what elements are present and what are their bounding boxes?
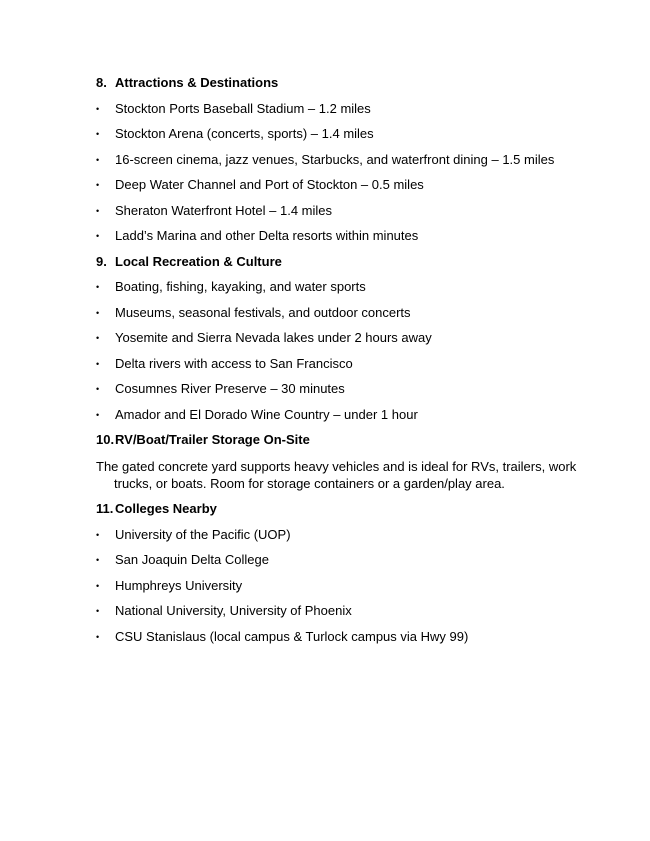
list-item-text: Delta rivers with access to San Francisco xyxy=(115,355,353,371)
list-item-text: National University, University of Phoenix xyxy=(115,603,352,618)
list-item xyxy=(96,356,566,372)
bullet-icon: • xyxy=(96,555,100,565)
bullet-icon: • xyxy=(96,606,100,616)
list-item-text: Boating, fishing, kayaking, and water sports xyxy=(115,279,366,294)
list-item xyxy=(96,407,566,423)
list-item-text: Stockton Arena (concerts, sports) – 1.4 miles xyxy=(115,126,374,141)
bullet-icon: • xyxy=(96,580,100,591)
section-heading-recreation xyxy=(96,254,566,270)
bullet-icon: • xyxy=(96,129,100,139)
list-item xyxy=(96,381,566,397)
bullet-icon: • xyxy=(96,409,100,420)
bullet-icon: • xyxy=(96,154,100,165)
section-title: Colleges Nearby xyxy=(115,501,217,516)
list-item-text: 16-screen cinema, jazz venues, Starbucks, and waterfront dining – 1.5 miles xyxy=(115,151,555,167)
bullet-icon: • xyxy=(96,307,100,318)
list-item xyxy=(96,603,566,619)
list-item xyxy=(96,578,566,594)
list-item xyxy=(96,527,566,543)
bullet-icon: • xyxy=(96,282,100,292)
section-number: 10. xyxy=(96,432,115,447)
list-item xyxy=(96,552,566,568)
list-item-text: CSU Stanislaus (local campus & Turlock campus via Hwy 99) xyxy=(115,628,469,644)
list-item xyxy=(96,203,566,219)
section-number: 9. xyxy=(96,253,107,269)
list-item xyxy=(96,330,566,346)
list-item xyxy=(96,305,566,321)
list-item xyxy=(96,126,566,142)
list-item-text: Amador and El Dorado Wine Country – under 1 hour xyxy=(115,406,418,422)
list-item-text: Sheraton Waterfront Hotel – 1.4 miles xyxy=(115,202,333,218)
bullet-icon: • xyxy=(96,384,100,394)
section-number: 11. xyxy=(96,501,114,516)
list-item xyxy=(96,101,566,117)
bullet-icon: • xyxy=(96,529,100,540)
list-item-text: Deep Water Channel and Port of Stockton – 0.5 miles xyxy=(115,177,424,192)
list-item xyxy=(96,177,566,193)
bullet-icon: • xyxy=(96,103,100,114)
bullet-icon: • xyxy=(96,333,100,343)
section-heading-attractions xyxy=(96,75,566,91)
list-item-text: Humphreys University xyxy=(115,577,243,593)
list-item-text: Stockton Ports Baseball Stadium – 1.2 miles xyxy=(115,100,371,116)
document-content xyxy=(96,75,577,654)
list-item-text: Cosumnes River Preserve – 30 minutes xyxy=(115,381,345,396)
list-item xyxy=(96,152,566,168)
section-heading-storage xyxy=(96,432,566,448)
section-title: Attractions & Destinations xyxy=(115,75,279,90)
list-item xyxy=(96,279,566,295)
section-number: 8. xyxy=(96,75,107,90)
list-item-text: Museums, seasonal festivals, and outdoor concerts xyxy=(115,304,411,320)
list-item-text: University of the Pacific (UOP) xyxy=(115,526,291,542)
list-item-text: San Joaquin Delta College xyxy=(115,552,269,567)
bullet-icon: • xyxy=(96,205,100,216)
bullet-icon: • xyxy=(96,231,100,241)
list-item-text: Ladd’s Marina and other Delta resorts within minutes xyxy=(115,228,419,243)
storage-paragraph: The gated concrete yard supports heavy vehicles and is ideal for RVs, trailers, work trucks, or boats. Room for storage containers or a garden/play area. xyxy=(96,458,577,491)
section-heading-colleges xyxy=(96,501,566,517)
list-item xyxy=(96,629,566,645)
bullet-icon: • xyxy=(96,180,100,190)
list-item xyxy=(96,228,566,244)
section-title: Local Recreation & Culture xyxy=(115,253,282,269)
section-title: RV/Boat/Trailer Storage On-Site xyxy=(115,432,310,447)
list-item-text: Yosemite and Sierra Nevada lakes under 2 hours away xyxy=(115,330,432,345)
bullet-icon: • xyxy=(96,358,100,369)
bullet-icon: • xyxy=(96,631,100,642)
